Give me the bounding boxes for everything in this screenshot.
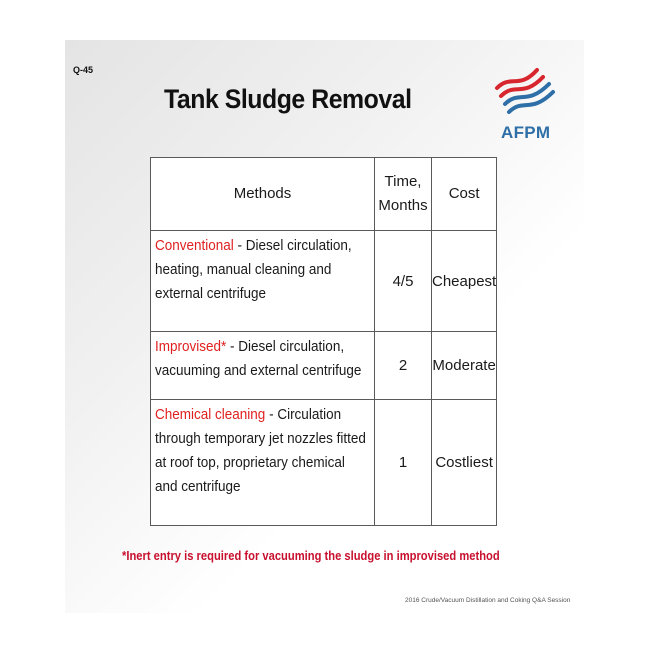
afpm-logo-text: AFPM bbox=[501, 123, 551, 142]
cost-cell: Moderate bbox=[432, 332, 497, 400]
table-header-row bbox=[151, 158, 497, 231]
method-cell bbox=[151, 332, 375, 400]
method-name: Chemical cleaning bbox=[155, 406, 266, 423]
header-time-line2: Months bbox=[378, 197, 428, 214]
footnote: *Inert entry is required for vacuuming the sludge in improvised method bbox=[122, 548, 500, 563]
header-methods: Methods bbox=[151, 158, 375, 231]
table-row bbox=[151, 332, 497, 400]
cost-cell: Costliest bbox=[432, 400, 497, 526]
method-name: Improvised* bbox=[155, 338, 227, 355]
header-time bbox=[375, 158, 432, 231]
methods-table bbox=[150, 157, 497, 526]
header-cost: Cost bbox=[432, 158, 497, 231]
time-cell: 2 bbox=[375, 332, 432, 400]
method-name: Conventional bbox=[155, 237, 234, 254]
afpm-logo bbox=[493, 60, 555, 142]
afpm-flag-icon bbox=[493, 60, 555, 122]
header-time-line1: Time, bbox=[384, 173, 422, 190]
table-row bbox=[151, 231, 497, 332]
time-cell: 1 bbox=[375, 400, 432, 526]
method-cell bbox=[151, 400, 375, 526]
slide bbox=[65, 40, 584, 613]
method-cell bbox=[151, 231, 375, 332]
method-description: - Diesel circulation, heating, manual cleaning and external centrifuge bbox=[155, 237, 352, 302]
time-cell: 4/5 bbox=[375, 231, 432, 332]
session-label: 2016 Crude/Vacuum Distillation and Coking Q&A Session bbox=[405, 597, 571, 604]
cost-cell: Cheapest bbox=[432, 231, 497, 332]
table-row bbox=[151, 400, 497, 526]
slide-title: Tank Sludge Removal bbox=[164, 84, 412, 114]
method-description: - Circulation through temporary jet nozzles fitted at roof top, proprietary chemical and centrifuge bbox=[155, 406, 366, 495]
question-number: Q-45 bbox=[73, 65, 94, 75]
method-description: - Diesel circulation, vacuuming and external centrifuge bbox=[155, 338, 362, 379]
